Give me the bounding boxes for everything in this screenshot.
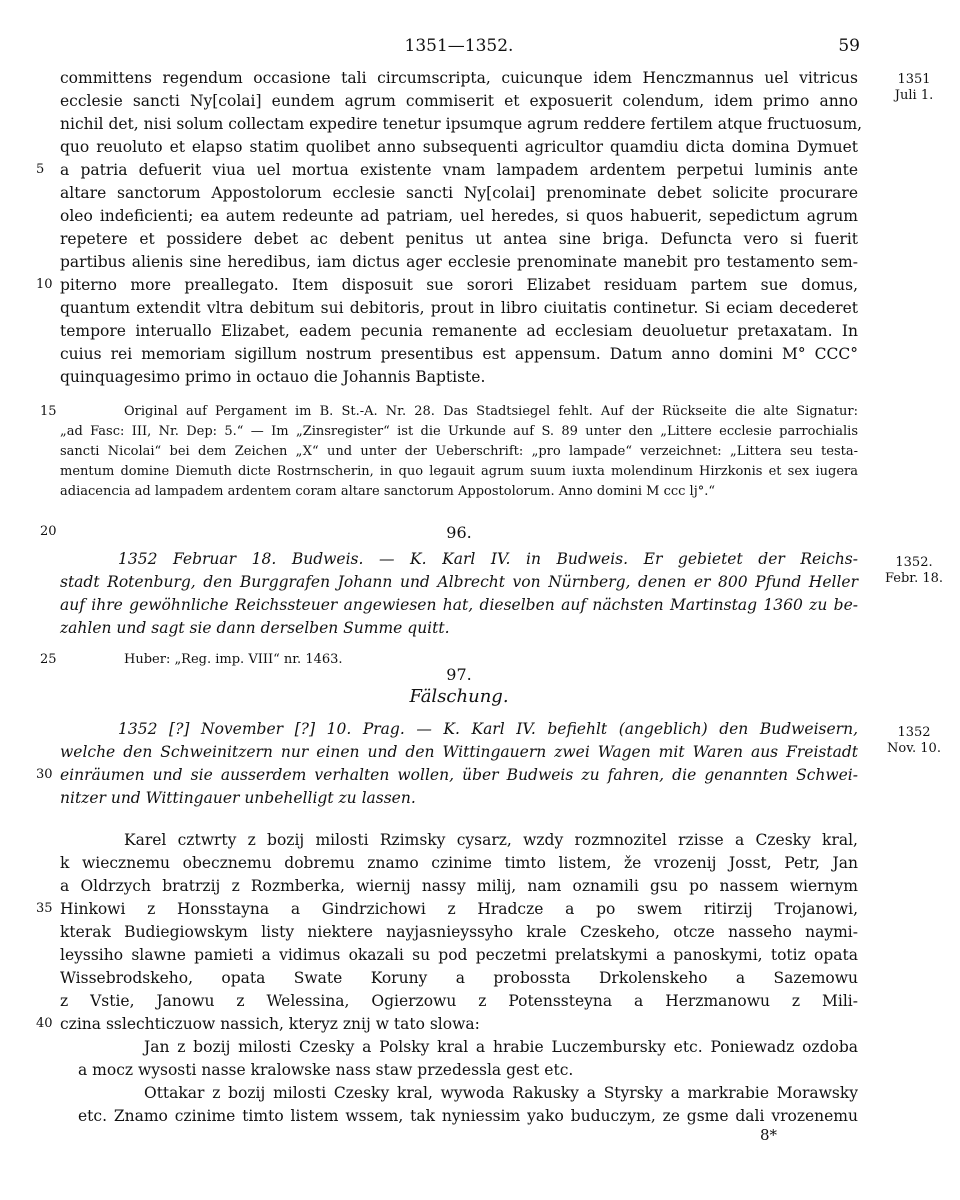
text-line: quinquagesimo primo in octauo die Johannis Baptiste.: [60, 368, 486, 386]
text-line: a mocz wysosti nasse kralowske nass staw przedessla gest etc.: [78, 1061, 574, 1079]
regest-line: 1352 Februar 18. Budweis. — K. Karl IV. in Budweis. Er gebietet der Reichs-: [118, 550, 858, 568]
text-line: ecclesie sancti Ny[colai] eundem agrum commiserit et exposuerit colendum, idem primo anno: [60, 92, 858, 110]
margin-date: Juli 1.: [894, 88, 934, 103]
text-line: altare sanctorum Appostolorum ecclesie sancti Ny[colai] prenominate debet solicite procurare: [60, 184, 858, 202]
page-number: 59: [838, 36, 860, 56]
text-line: piterno more preallegato. Item disposuit sue sorori Elizabet residuam partem sue domus,: [60, 276, 858, 294]
regest-line: einräumen und sie ausserdem verhalten wollen, über Budweis zu fahren, die genannten Schwei-: [60, 766, 858, 784]
text-line: etc. Znamo czinime timto listem wssem, tak nyniessim yako buduczym, ze gsme dali vrozenemu: [78, 1107, 858, 1125]
text-line: quantum extendit vltra debitum sui debitoris, prout in libro ciuitatis continetur. Si eciam decederet: [60, 299, 858, 317]
text-line: kterak Budiegiowskym listy niektere nayjasnieyssyho krale Czeskeho, otcze nasseho naymi-: [60, 923, 858, 941]
text-line: Jan z bozij milosti Czesky a Polsky kral a hrabie Luczembursky etc. Poniewadz ozdoba: [144, 1038, 858, 1056]
margin-date: Nov. 10.: [887, 741, 941, 756]
text-line: leyssiho slawne pamieti a vidimus okazali su pod peczetmi prelatskymi a panoskymi, totiz opata: [60, 946, 858, 964]
line-number: 10: [36, 277, 53, 292]
text-line: z Vstie, Janowu z Welessina, Ogierzowu z Potenssteyna a Herzmanowu z Mili-: [60, 992, 858, 1010]
margin-date: Febr. 18.: [884, 571, 944, 586]
regest-line: auf ihre gewöhnliche Reichssteuer angewiesen hat, dieselben auf nächsten Martinstag 1360 zu be-: [60, 596, 858, 614]
line-number: 25: [40, 652, 57, 667]
regest-line: welche den Schweinitzern nur einen und den Wittingauern zwei Wagen mit Waren aus Freistadt: [60, 743, 858, 761]
text-line: committens regendum occasione tali circumscripta, cuicunque idem Henczmannus uel vitricus: [60, 69, 858, 87]
text-line: repetere et possidere debet ac debent penitus ut antea sine briga. Defuncta vero si fuerit: [60, 230, 858, 248]
note-line: Original auf Pergament im B. St.-A. Nr. 28. Das Stadtsiegel fehlt. Auf der Rückseite die alte Signatur:: [124, 404, 858, 419]
text-line: a Oldrzych bratrzij z Rozmberka, wiernij nassy milij, nam oznamili gsu po nassem wiernym: [60, 877, 858, 895]
note-line: „ad Fasc: III, Nr. Dep: 5.“ — Im „Zinsregister“ ist die Urkunde auf S. 89 unter den „Littere ecclesie parrochialis: [60, 424, 858, 439]
text-line: tempore interuallo Elizabet, eadem pecunia remanente ad ecclesiam deuoluetur pretaxatam. In: [60, 322, 858, 340]
regest-line: 1352 [?] November [?] 10. Prag. — K. Karl IV. befiehlt (angeblich) den Budweisern,: [118, 720, 858, 738]
line-number: 35: [36, 901, 53, 916]
note-line: mentum domine Diemuth dicte Rostrnscherin, in quo legauit agrum suum iuxta molendinum Hirzkonis et sex iugera: [60, 464, 858, 479]
text-line: a patria defuerit viua uel mortua existente vnam lampadem ardentem perpetui luminis ante: [60, 161, 858, 179]
text-line: nichil det, nisi solum collectam expedire tenetur ipsumque agrum reddere fertilem atque fructuosum,: [60, 115, 863, 133]
note-line: adiacencia ad lampadem ardentem coram altare sanctorum Appostolorum. Anno domini M ccc lj°.“: [60, 484, 716, 499]
text-line: Ottakar z bozij milosti Czesky kral, wywoda Rakusky a Styrsky a markrabie Morawsky: [144, 1084, 858, 1102]
regest-line: zahlen und sagt sie dann derselben Summe quitt.: [60, 619, 450, 637]
line-number: 40: [36, 1016, 53, 1031]
text-line: partibus alienis sine heredibus, iam dictus ager ecclesie prenominate manebit pro testamento sem-: [60, 253, 858, 271]
margin-year: 1352.: [895, 555, 933, 570]
text-line: quo reuoluto et elapso statim quolibet anno subsequenti agricultor quamdiu dicta domina Dymuet: [60, 138, 858, 156]
doc96-number: 96.: [446, 523, 472, 542]
margin-year: 1352: [897, 725, 931, 740]
page-header-range: 1351—1352.: [404, 36, 514, 56]
text-line: Hinkowi z Honsstayna a Gindrzichowi z Hradcze a po swem ritirzij Trojanowi,: [60, 900, 858, 918]
line-number: 30: [36, 767, 53, 782]
regest-line: nitzer und Wittingauer unbehelligt zu lassen.: [60, 789, 416, 807]
signature-mark: 8*: [760, 1126, 778, 1144]
note-line: sancti Nicolai“ bei dem Zeichen „X“ und unter der Ueberschrift: „pro lampade“ verzeichnet: „Littera seu testa-: [60, 444, 858, 459]
text-line: cuius rei memoriam sigillum nostrum presentibus est appensum. Datum anno domini M° CCC°: [60, 345, 858, 363]
doc97-title: Fälschung.: [409, 686, 509, 707]
text-line: oleo indeficienti; ea autem redeunte ad patriam, uel heredes, si quos habuerit, sepedictum agrum: [60, 207, 858, 225]
regest-line: stadt Rotenburg, den Burggrafen Johann und Albrecht von Nürnberg, denen er 800 Pfund Heller: [60, 573, 858, 591]
line-number: 5: [36, 162, 45, 177]
text-line: Karel cztwrty z bozij milosti Rzimsky cysarz, wzdy rozmnozitel rzisse a Czesky kral,: [124, 831, 858, 849]
text-line: czina sslechticzuow nassich, kteryz znij w tato slowa:: [60, 1015, 480, 1033]
line-number: 20: [40, 524, 57, 539]
doc96-note: Huber: „Reg. imp. VIII“ nr. 1463.: [124, 652, 343, 667]
doc97-number: 97.: [446, 665, 472, 684]
margin-year: 1351: [897, 72, 931, 87]
text-line: k wiecznemu obecznemu dobremu znamo czinime timto listem, že vrozenij Josst, Petr, Jan: [60, 854, 858, 872]
line-number: 15: [40, 404, 57, 419]
text-line: Wissebrodskeho, opata Swate Koruny a probossta Drkolenskeho a Sazemowu: [60, 969, 858, 987]
